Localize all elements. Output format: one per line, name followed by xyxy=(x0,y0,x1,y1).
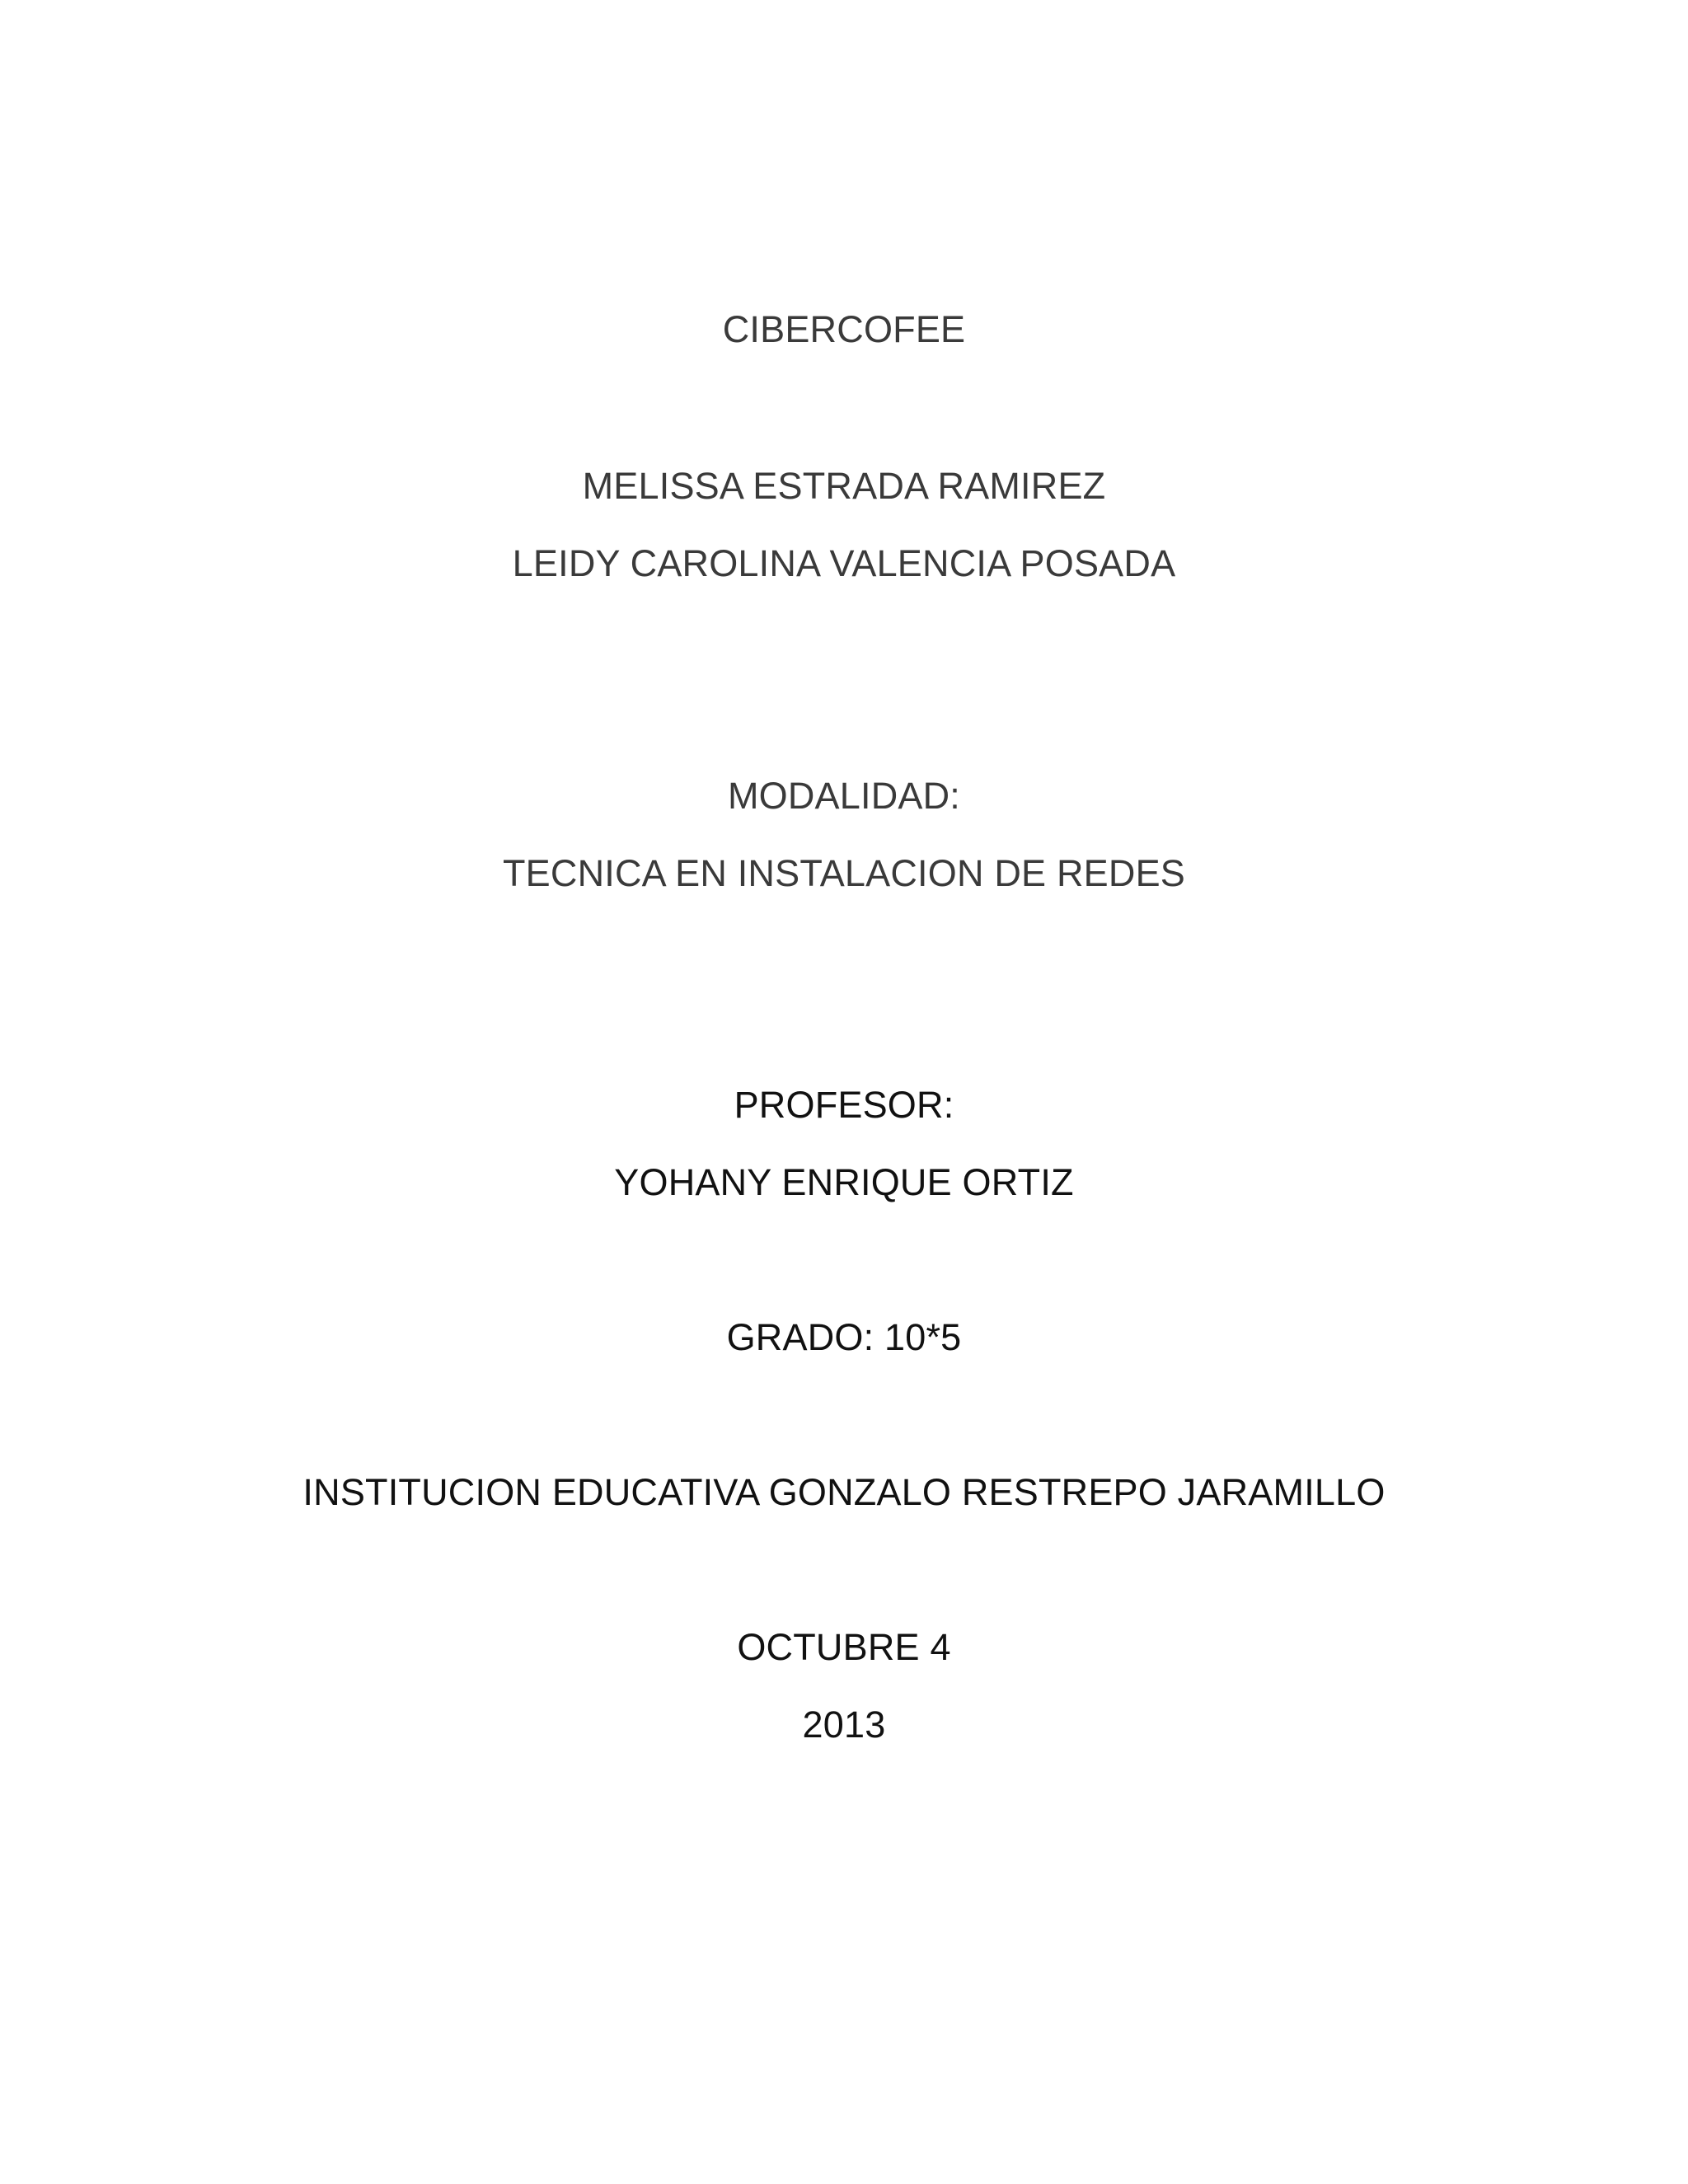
author-name-2: LEIDY CAROLINA VALENCIA POSADA xyxy=(512,542,1176,584)
modality-label: MODALIDAD: xyxy=(727,775,961,817)
institution-name: INSTITUCION EDUCATIVA GONZALO RESTREPO JARAMILLO xyxy=(302,1471,1386,1513)
document-title: CIBERCOFEE xyxy=(722,308,966,350)
grade-line: GRADO: 10*5 xyxy=(726,1316,962,1358)
modality-value: TECNICA EN INSTALACION DE REDES xyxy=(502,852,1186,894)
professor-name: YOHANY ENRIQUE ORTIZ xyxy=(614,1161,1074,1203)
document-year: 2013 xyxy=(802,1704,886,1746)
document-date: OCTUBRE 4 xyxy=(737,1626,951,1668)
author-name-1: MELISSA ESTRADA RAMIREZ xyxy=(582,465,1106,507)
professor-label: PROFESOR: xyxy=(734,1084,954,1126)
